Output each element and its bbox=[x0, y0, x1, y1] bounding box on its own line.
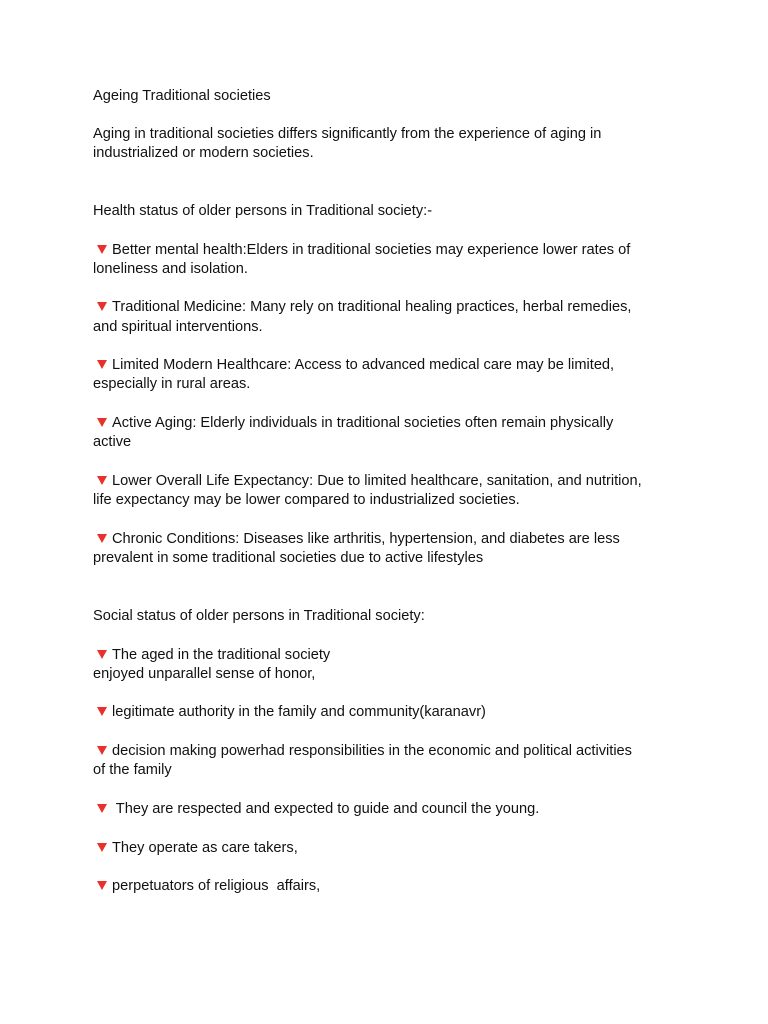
health-item-5 bbox=[93, 472, 642, 491]
health-item-5-line-1: Lower Overall Life Expectancy: Due to limited healthcare, sanitation, and nutrition, bbox=[112, 473, 642, 489]
social-item-6-line-1: perpetuators of religious affairs, bbox=[112, 878, 321, 894]
red-down-triangle-icon bbox=[97, 650, 107, 659]
social-item-1-line-2: enjoyed unparallel sense of honor, bbox=[93, 666, 316, 682]
red-down-triangle-icon bbox=[97, 707, 107, 716]
health-item-3 bbox=[93, 356, 614, 375]
red-down-triangle-icon bbox=[97, 302, 107, 311]
health-item-4 bbox=[93, 414, 613, 433]
health-item-2-line-1: Traditional Medicine: Many rely on traditional healing practices, herbal remedies, bbox=[112, 299, 632, 315]
health-item-1-line-2: loneliness and isolation. bbox=[93, 261, 248, 277]
social-item-5-line-1: They operate as care takers, bbox=[112, 840, 298, 856]
intro-line-1: Aging in traditional societies differs significantly from the experience of aging in bbox=[93, 126, 602, 142]
social-item-5 bbox=[93, 839, 298, 858]
health-item-3-line-1: Limited Modern Healthcare: Access to advanced medical care may be limited, bbox=[112, 357, 615, 373]
social-item-3-line-2: of the family bbox=[93, 762, 172, 778]
health-item-2 bbox=[93, 298, 631, 317]
social-item-3-line-1: decision making powerhad responsibilities in the economic and political activities bbox=[112, 743, 632, 759]
red-down-triangle-icon bbox=[97, 476, 107, 485]
red-down-triangle-icon bbox=[97, 804, 107, 813]
red-down-triangle-icon bbox=[97, 360, 107, 369]
health-item-4-line-2: active bbox=[93, 434, 132, 450]
document-title: Ageing Traditional societies bbox=[93, 88, 271, 104]
health-item-6-line-1: Chronic Conditions: Diseases like arthritis, hypertension, and diabetes are less bbox=[112, 531, 620, 547]
social-item-2 bbox=[93, 703, 486, 722]
red-down-triangle-icon bbox=[97, 881, 107, 890]
social-item-4-line-1: They are respected and expected to guide and council the young. bbox=[112, 801, 540, 817]
health-item-6-line-2: prevalent in some traditional societies due to active lifestyles bbox=[93, 550, 484, 566]
health-item-1 bbox=[93, 241, 630, 260]
red-down-triangle-icon bbox=[97, 843, 107, 852]
social-item-1 bbox=[93, 646, 330, 665]
intro-line-2: industrialized or modern societies. bbox=[93, 145, 314, 161]
health-item-3-line-2: especially in rural areas. bbox=[93, 376, 251, 392]
social-item-6 bbox=[93, 877, 320, 896]
health-item-1-line-1: Better mental health:Elders in traditional societies may experience lower rates of bbox=[112, 242, 631, 258]
red-down-triangle-icon bbox=[97, 245, 107, 254]
red-down-triangle-icon bbox=[97, 746, 107, 755]
health-item-5-line-2: life expectancy may be lower compared to industrialized societies. bbox=[93, 492, 520, 508]
social-item-3 bbox=[93, 742, 632, 761]
red-down-triangle-icon bbox=[97, 534, 107, 543]
social-heading: Social status of older persons in Traditional society: bbox=[93, 608, 425, 624]
health-item-4-line-1: Active Aging: Elderly individuals in traditional societies often remain physically bbox=[112, 415, 614, 431]
health-item-2-line-2: and spiritual interventions. bbox=[93, 319, 263, 335]
health-item-6 bbox=[93, 530, 620, 549]
red-down-triangle-icon bbox=[97, 418, 107, 427]
social-item-4 bbox=[93, 800, 539, 819]
health-heading: Health status of older persons in Traditional society:- bbox=[93, 203, 433, 219]
social-item-2-line-1: legitimate authority in the family and community(karanavr) bbox=[112, 704, 486, 720]
social-item-1-line-1: The aged in the traditional society bbox=[112, 647, 331, 663]
